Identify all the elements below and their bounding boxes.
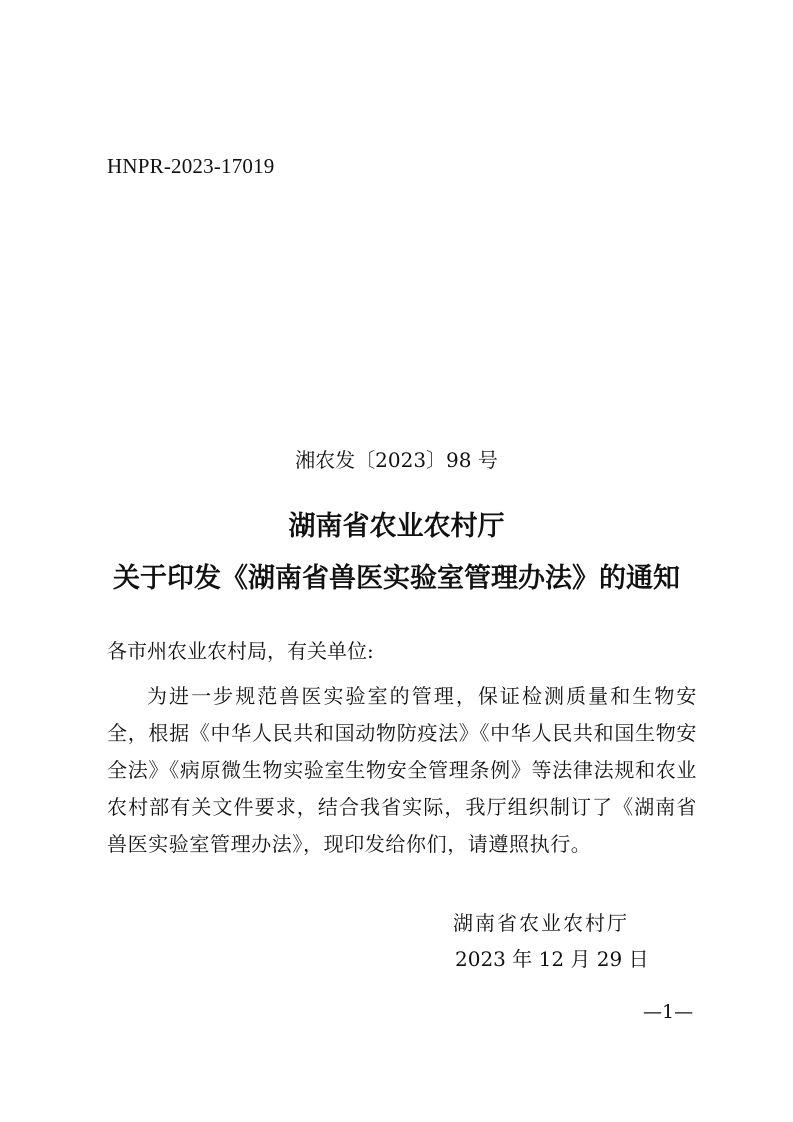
document-id: HNPR-2023-17019 [107, 154, 275, 178]
signature-date: 2023 年 12 月 29 日 [455, 947, 649, 971]
document-title-line-2: 关于印发《湖南省兽医实验室管理办法》的通知 [113, 563, 680, 594]
page-number: —1— [643, 1001, 694, 1023]
signature-organization: 湖南省农业农村厅 [453, 911, 629, 935]
body-paragraph: 为进一步规范兽医实验室的管理，保证检测质量和生物安全，根据《中华人民共和国动物防疫法》《中华人民共和国生物安全法》《病原微生物实验室生物安全管理条例》等法律法规和农业农村部有关文件要求，结合我省实际，我厅组织制订了《湖南省兽医实验室管理办法》，现印发给你们，请遵照执行。 [107, 684, 697, 856]
salutation: 各市州农业农村局，有关单位: [107, 639, 374, 663]
document-title-line-1: 湖南省农业农村厅 [288, 511, 505, 542]
document-number: 湘农发〔2023〕98 号 [295, 448, 498, 472]
